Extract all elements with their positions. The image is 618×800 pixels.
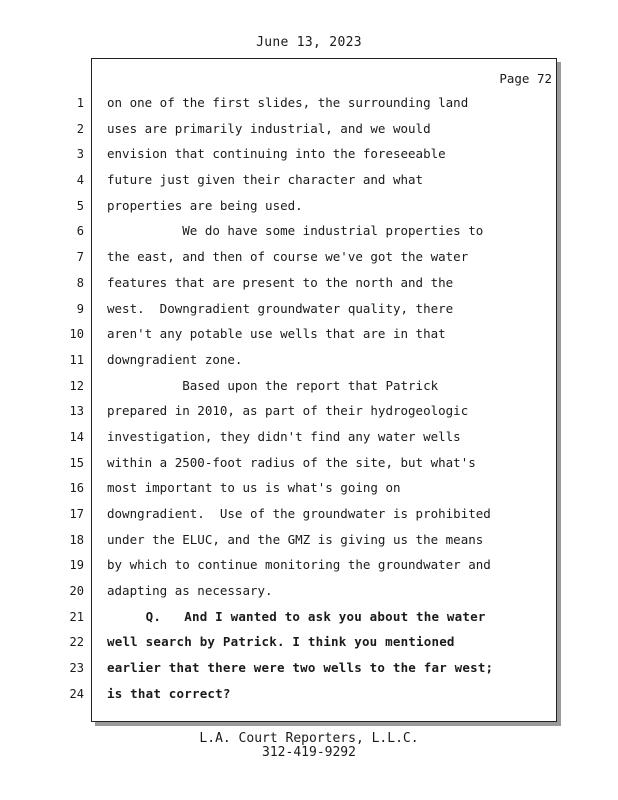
line-number: 21 xyxy=(69,609,84,624)
header-date: June 13, 2023 xyxy=(256,35,362,50)
transcript-line: prepared in 2010, as part of their hydrogeologic xyxy=(107,403,469,419)
line-number: 18 xyxy=(69,532,84,547)
transcript-line: the east, and then of course we've got the water xyxy=(107,249,469,265)
line-number: 17 xyxy=(69,507,84,521)
transcript-line: west. Downgradient groundwater quality, there xyxy=(107,300,454,316)
transcript-line: properties are being used. xyxy=(107,197,303,213)
question-line: well search by Patrick. I think you mentioned xyxy=(107,634,455,650)
line-number: 19 xyxy=(69,558,84,573)
line-number: 16 xyxy=(69,481,84,496)
line-number: 14 xyxy=(69,429,84,444)
line-number-column xyxy=(0,95,84,712)
line-number: 24 xyxy=(69,686,84,701)
footer-company: L.A. Court Reporters, L.L.C. xyxy=(199,731,419,746)
line-number: 10 xyxy=(69,327,84,342)
footer-phone: 312-419-9292 xyxy=(262,745,356,760)
line-number: 3 xyxy=(76,147,84,162)
transcript-line: by which to continue monitoring the groundwater and xyxy=(107,557,491,573)
transcript-line: under the ELUC, and the GMZ is giving us the means xyxy=(107,531,484,547)
line-number: 9 xyxy=(76,301,84,316)
transcript-line: aren't any potable use wells that are in that xyxy=(107,326,446,342)
transcript-text xyxy=(107,95,547,712)
transcript-line: envision that continuing into the foreseeable xyxy=(107,146,446,162)
question-line: is that correct? xyxy=(107,685,231,701)
transcript-line: within a 2500-foot radius of the site, but what's xyxy=(107,454,476,470)
transcript-line: future just given their character and what xyxy=(107,172,424,188)
transcript-line: on one of the first slides, the surrounding land xyxy=(107,95,469,110)
transcript-line: uses are primarily industrial, and we would xyxy=(107,120,431,136)
line-number: 23 xyxy=(69,661,84,676)
page-number-label: Page 72 xyxy=(499,71,552,86)
line-number: 11 xyxy=(69,352,84,367)
line-number: 8 xyxy=(76,275,84,290)
line-number: 2 xyxy=(76,121,84,136)
line-number: 12 xyxy=(69,378,84,393)
line-number: 7 xyxy=(76,250,84,265)
transcript-line: downgradient. Use of the groundwater is prohibited xyxy=(107,506,491,521)
line-number: 22 xyxy=(69,635,84,650)
transcript-line: downgradient zone. xyxy=(107,351,243,367)
transcript-line: investigation, they didn't find any water wells xyxy=(107,428,461,444)
transcript-line: most important to us is what's going on xyxy=(107,480,401,496)
line-number: 6 xyxy=(76,224,84,239)
line-number: 4 xyxy=(76,173,84,188)
transcript-line: We do have some industrial properties to xyxy=(107,223,484,239)
transcript-line: features that are present to the north and the xyxy=(107,274,454,290)
line-number: 5 xyxy=(76,198,84,213)
transcript-line: Based upon the report that Patrick xyxy=(107,377,439,393)
line-number: 20 xyxy=(69,584,84,599)
line-number: 15 xyxy=(69,455,84,470)
question-line: Q. And I wanted to ask you about the water xyxy=(107,608,486,624)
question-line: earlier that there were two wells to the far west; xyxy=(107,660,494,676)
transcript-line: adapting as necessary. xyxy=(107,583,273,599)
line-number: 1 xyxy=(76,96,84,110)
line-number: 13 xyxy=(69,404,84,419)
footer xyxy=(0,732,618,760)
